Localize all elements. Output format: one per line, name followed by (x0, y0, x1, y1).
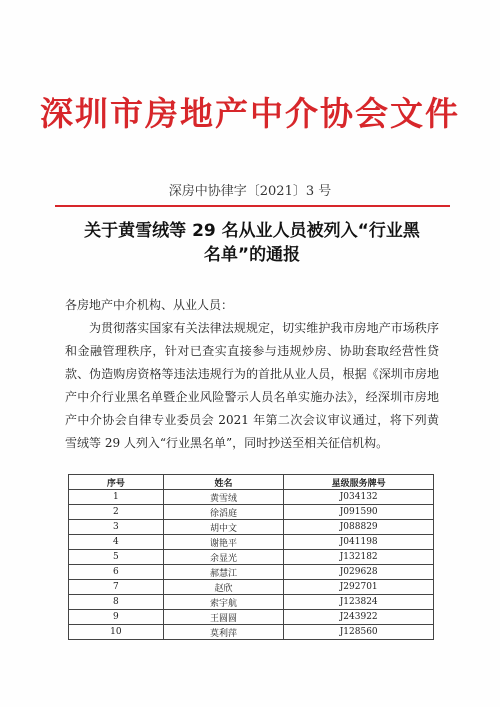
row-name: 索宇航 (163, 595, 284, 610)
table-row (69, 490, 434, 505)
table-header-row (69, 475, 434, 490)
table-row (69, 610, 434, 625)
row-star-number: J128560 (284, 625, 434, 640)
row-name: 徐滔庭 (163, 505, 284, 520)
row-name: 黄雪绒 (163, 490, 284, 505)
row-name: 余显光 (163, 550, 284, 565)
row-star-number: J123824 (284, 595, 434, 610)
row-star-number: J132182 (284, 550, 434, 565)
row-index: 6 (69, 565, 164, 580)
row-name: 胡中文 (163, 520, 284, 535)
table-row (69, 580, 434, 595)
row-name: 王圆圆 (163, 610, 284, 625)
table-row (69, 535, 434, 550)
title-line-2: 名单”的通报 (203, 245, 301, 265)
document-number: 深房中协律字〔2021〕3 号 (168, 184, 332, 199)
row-index: 8 (69, 595, 164, 610)
blacklist-table (68, 474, 434, 640)
header-index: 序号 (69, 475, 164, 490)
row-name: 郝慧江 (163, 565, 284, 580)
row-name: 谢艳平 (163, 535, 284, 550)
table-row (69, 550, 434, 565)
document-title (62, 219, 442, 267)
row-index: 7 (69, 580, 164, 595)
row-star-number: J091590 (284, 505, 434, 520)
row-index: 9 (69, 610, 164, 625)
row-star-number: J041198 (284, 535, 434, 550)
table-row (69, 595, 434, 610)
row-star-number: J088829 (284, 520, 434, 535)
salutation: 各房地产中介机构、从业人员： (65, 298, 234, 312)
masthead-title: 深圳市房地产中介协会文件 (40, 94, 460, 133)
body-paragraph: 为贯彻落实国家有关法律法规规定，切实维护我市房地产市场秩序和金融管理秩序，针对已查实直接参与违规炒房、协助套取经营性贷款、伪造购房资格等违法违规行为的首批从业人员，根据《深圳市房地产中介行业黑名单暨企业风险警示人员名单实施办法》，经深圳市房地产中介协会自律专业委员会 2021 年第二次会议审议通过，将下列黄雪绒等 29 人列入“行业黑名单”，同时抄送至相关征信机构。 (65, 321, 439, 450)
row-index: 3 (69, 520, 164, 535)
red-divider-line (55, 205, 450, 207)
table-row (69, 505, 434, 520)
table-row (69, 565, 434, 580)
row-star-number: J029628 (284, 565, 434, 580)
row-star-number: J034132 (284, 490, 434, 505)
title-line-1: 关于黄雪绒等 29 名从业人员被列入“行业黑 (84, 221, 420, 241)
row-index: 4 (69, 535, 164, 550)
row-name: 赵欣 (163, 580, 284, 595)
row-index: 1 (69, 490, 164, 505)
row-index: 2 (69, 505, 164, 520)
header-star-number: 星级服务牌号 (284, 475, 434, 490)
row-star-number: J243922 (284, 610, 434, 625)
row-name: 莫利萍 (163, 625, 284, 640)
row-index: 5 (69, 550, 164, 565)
header-name: 姓名 (163, 475, 284, 490)
table-row (69, 520, 434, 535)
row-star-number: J292701 (284, 580, 434, 595)
table-row (69, 625, 434, 640)
row-index: 10 (69, 625, 164, 640)
